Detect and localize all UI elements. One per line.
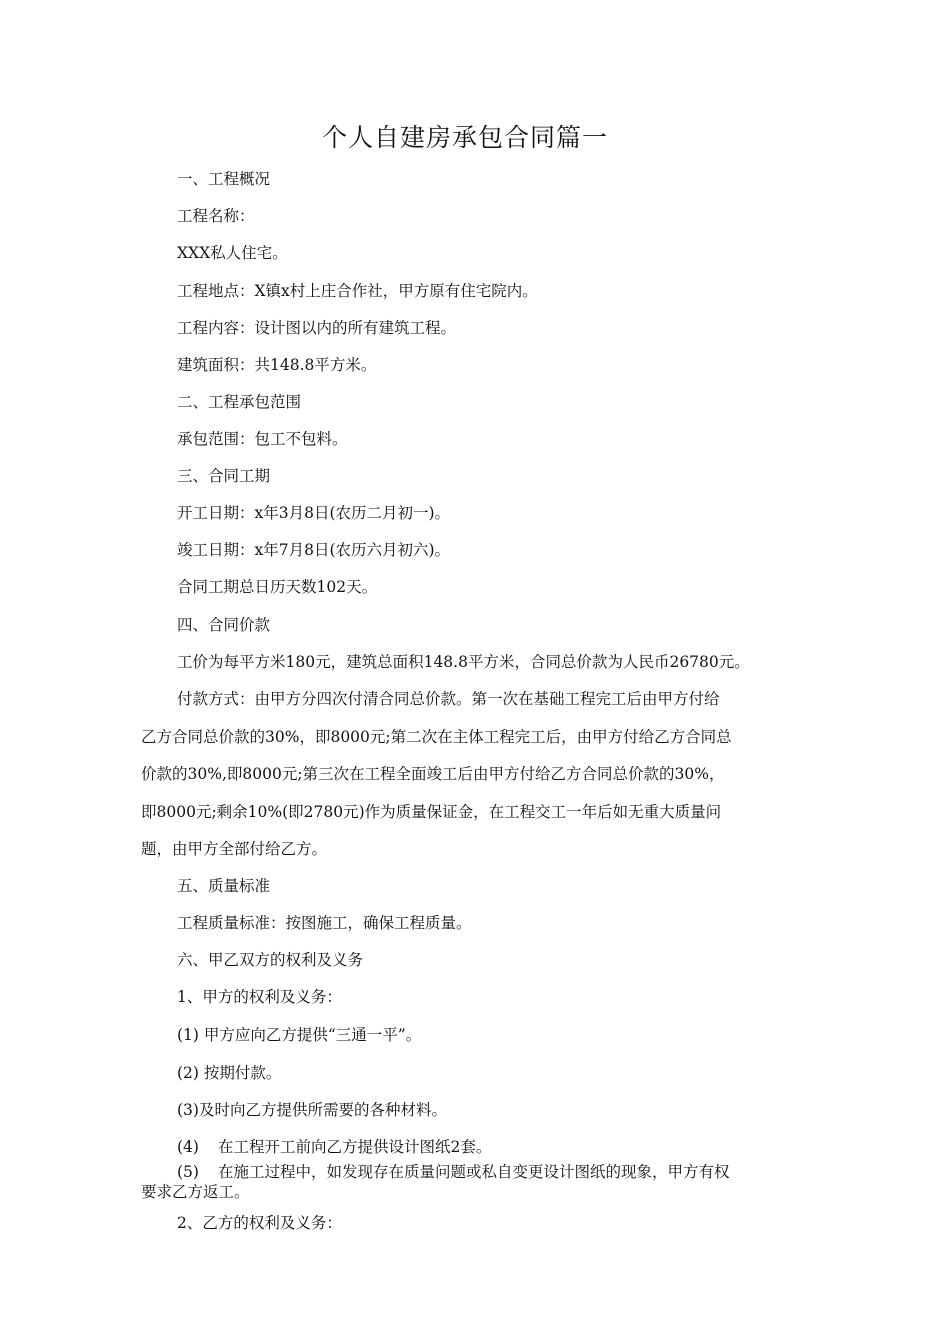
- list-item-text: 在工程开工前向乙方提供设计图纸2套。: [218, 1138, 492, 1156]
- sub-heading: 1、甲方的权利及义务：: [177, 988, 342, 1006]
- section-heading-6: 六、甲乙双方的权利及义务: [177, 951, 364, 969]
- paragraph: 承包范围：包工不包料。: [177, 430, 348, 448]
- payment-paragraph-line: 付款方式：由甲方分四次付清合同总价款。第一次在基础工程完工后由甲方付给: [177, 690, 720, 708]
- payment-paragraph-line: 价款的30%,即8000元;第三次在工程全面竣工后由甲方付给乙方合同总价款的30%，: [141, 765, 725, 783]
- payment-paragraph-line: 题，由甲方全部付给乙方。: [141, 840, 328, 858]
- paragraph: 建筑面积：共148.8平方米。: [177, 356, 377, 374]
- paragraph: XXX私人住宅。: [177, 244, 288, 262]
- paragraph: 竣工日期：x年7月8日(农历六月初六)。: [177, 541, 451, 559]
- document-title: 个人自建房承包合同篇一: [321, 123, 608, 152]
- list-item-number: (5): [177, 1163, 199, 1181]
- paragraph: 工程质量标准：按图施工，确保工程质量。: [177, 914, 472, 932]
- paragraph: 工程地点：X镇x村上庄合作社，甲方原有住宅院内。: [177, 282, 538, 300]
- paragraph: 工价为每平方米180元，建筑总面积148.8平方米，合同总价款为人民币26780元。: [177, 653, 750, 671]
- section-heading-2: 二、工程承包范围: [177, 393, 302, 411]
- section-heading-1: 一、工程概况: [177, 170, 271, 188]
- payment-paragraph-line: 乙方合同总价款的30%，即8000元;第二次在主体工程完工后，由甲方付给乙方合同总: [141, 728, 732, 746]
- section-heading-4: 四、合同价款: [177, 616, 271, 634]
- section-heading-5: 五、质量标准: [177, 877, 271, 895]
- list-item: (2) 按期付款。: [177, 1064, 282, 1082]
- list-item-continuation: 要求乙方返工。: [141, 1183, 250, 1201]
- paragraph: 工程内容：设计图以内的所有建筑工程。: [177, 319, 457, 337]
- paragraph: 工程名称：: [177, 207, 255, 225]
- list-item: (1) 甲方应向乙方提供“三通一平”。: [177, 1026, 422, 1044]
- paragraph: 合同工期总日历天数102天。: [177, 578, 378, 596]
- payment-paragraph-line: 即8000元;剩余10%(即2780元)作为质量保证金，在工程交工一年后如无重大质量问: [141, 803, 722, 821]
- list-item-text: 在施工过程中，如发现存在质量问题或私自变更设计图纸的现象，甲方有权: [218, 1163, 730, 1181]
- list-item: (3)及时向乙方提供所需要的各种材料。: [177, 1101, 447, 1119]
- sub-heading: 2、乙方的权利及义务：: [177, 1214, 342, 1232]
- paragraph: 开工日期：x年3月8日(农历二月初一)。: [177, 504, 451, 522]
- section-heading-3: 三、合同工期: [177, 467, 271, 485]
- list-item-number: (4): [177, 1138, 199, 1156]
